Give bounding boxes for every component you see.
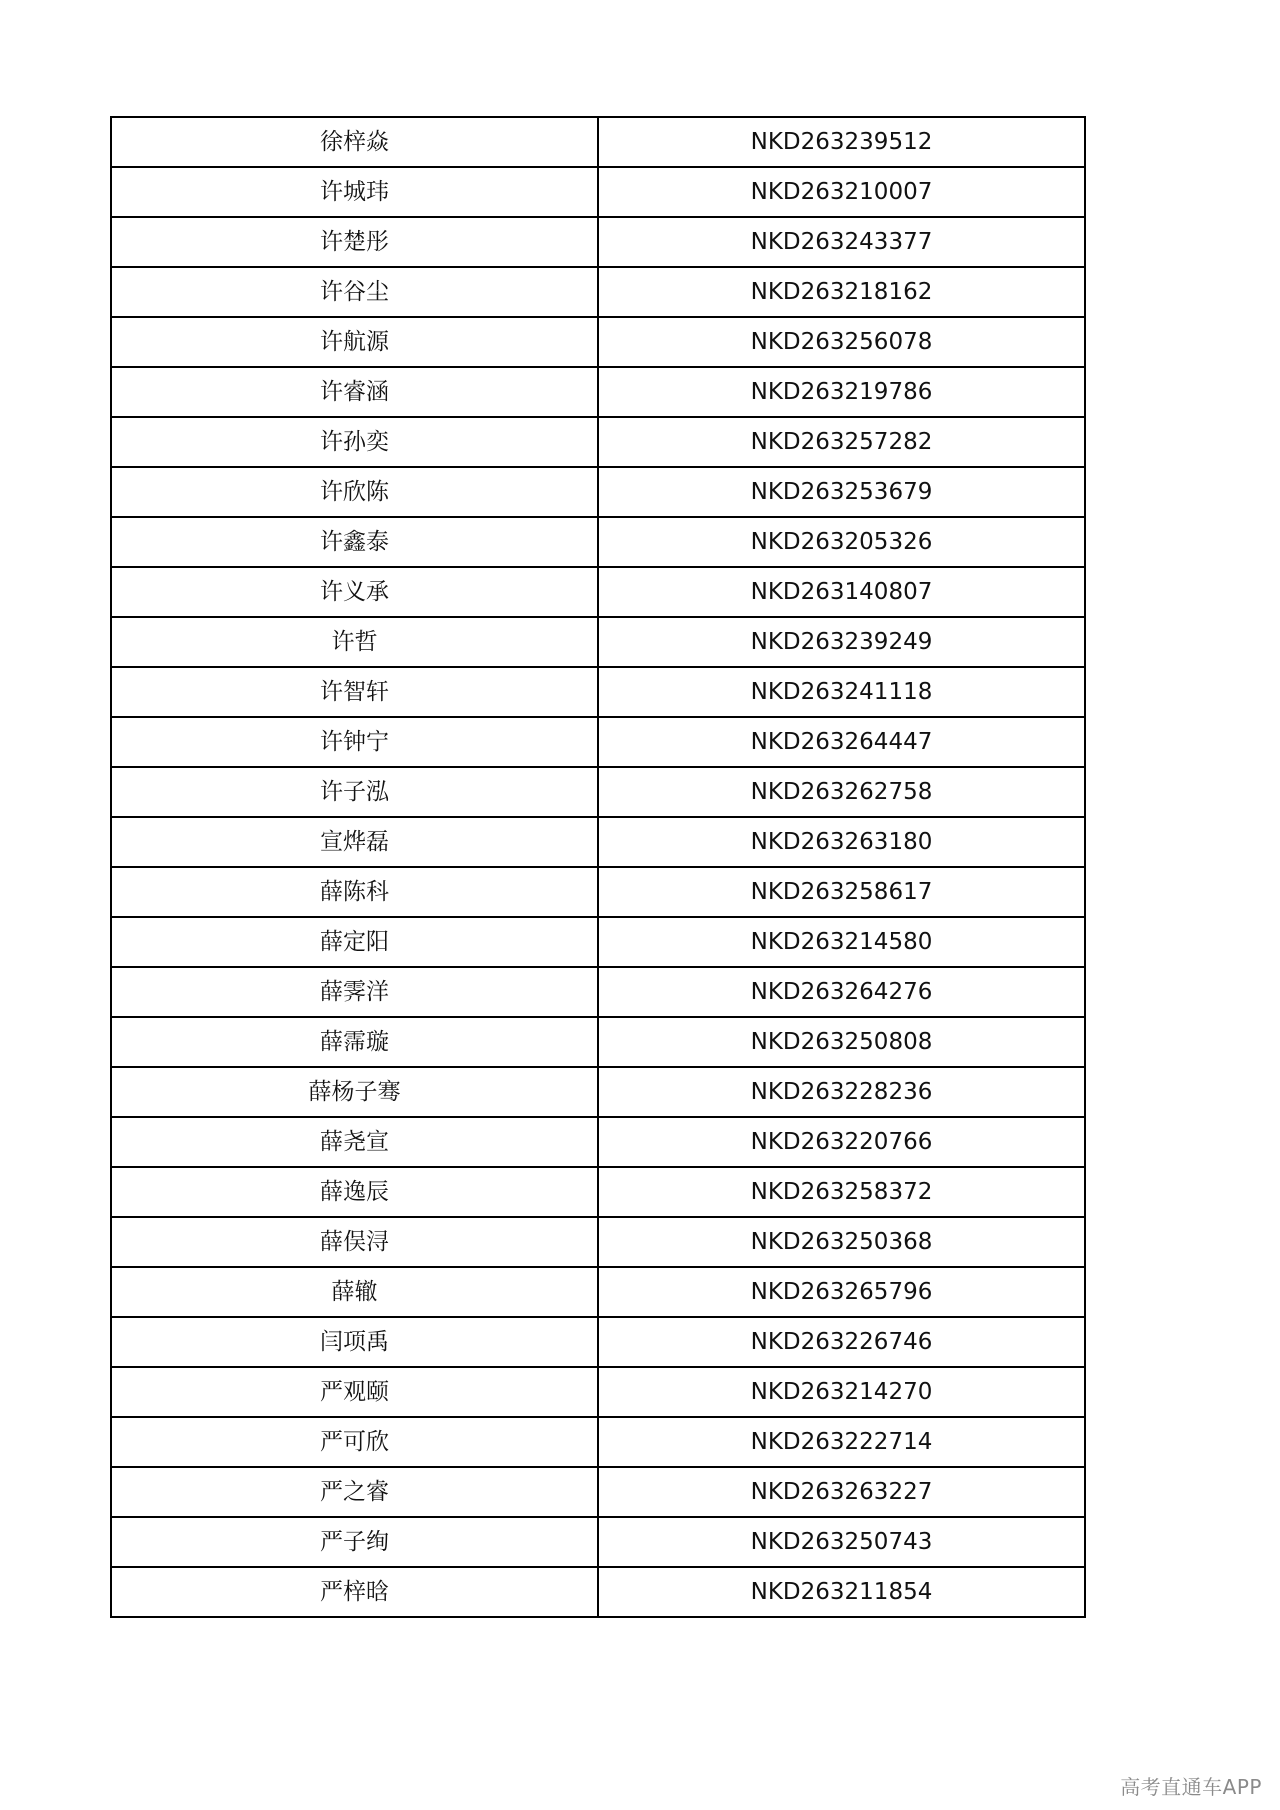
id-cell: NKD263220766 [598, 1117, 1085, 1167]
id-cell: NKD263258372 [598, 1167, 1085, 1217]
name-cell: 严之睿 [111, 1467, 598, 1517]
table-row [111, 467, 1085, 517]
name-cell: 许睿涵 [111, 367, 598, 417]
table-row [111, 717, 1085, 767]
name-cell: 薛辙 [111, 1267, 598, 1317]
id-cell: NKD263262758 [598, 767, 1085, 817]
name-cell: 许鑫泰 [111, 517, 598, 567]
table-row [111, 767, 1085, 817]
table-row [111, 367, 1085, 417]
name-cell: 许楚彤 [111, 217, 598, 267]
id-cell: NKD263214270 [598, 1367, 1085, 1417]
id-cell: NKD263239512 [598, 117, 1085, 167]
name-cell: 闫项禹 [111, 1317, 598, 1367]
table-row [111, 867, 1085, 917]
table-row [111, 417, 1085, 467]
name-cell: 徐梓焱 [111, 117, 598, 167]
table-row [111, 1567, 1085, 1617]
id-cell: NKD263211854 [598, 1567, 1085, 1617]
table-row [111, 1467, 1085, 1517]
table-row [111, 1317, 1085, 1367]
id-cell: NKD263218162 [598, 267, 1085, 317]
table-row [111, 917, 1085, 967]
name-cell: 许钟宁 [111, 717, 598, 767]
id-cell: NKD263226746 [598, 1317, 1085, 1367]
name-cell: 许欣陈 [111, 467, 598, 517]
table-row [111, 1517, 1085, 1567]
name-cell: 薛杨子骞 [111, 1067, 598, 1117]
table-row [111, 567, 1085, 617]
name-cell: 薛尧宣 [111, 1117, 598, 1167]
name-cell: 许子泓 [111, 767, 598, 817]
name-cell: 许谷尘 [111, 267, 598, 317]
id-cell: NKD263263180 [598, 817, 1085, 867]
name-cell: 严可欣 [111, 1417, 598, 1467]
table-row [111, 167, 1085, 217]
id-cell: NKD263263227 [598, 1467, 1085, 1517]
id-cell: NKD263214580 [598, 917, 1085, 967]
name-cell: 薛陈科 [111, 867, 598, 917]
table-row [111, 1267, 1085, 1317]
table-row [111, 1067, 1085, 1117]
id-cell: NKD263258617 [598, 867, 1085, 917]
name-cell: 许智轩 [111, 667, 598, 717]
id-cell: NKD263250743 [598, 1517, 1085, 1567]
id-cell: NKD263253679 [598, 467, 1085, 517]
name-cell: 严梓晗 [111, 1567, 598, 1617]
name-cell: 许城玮 [111, 167, 598, 217]
table-row [111, 1417, 1085, 1467]
name-cell: 许义承 [111, 567, 598, 617]
name-cell: 薛定阳 [111, 917, 598, 967]
name-cell: 许孙奕 [111, 417, 598, 467]
table-row [111, 1217, 1085, 1267]
name-cell: 严观颐 [111, 1367, 598, 1417]
table-row [111, 117, 1085, 167]
table-row [111, 967, 1085, 1017]
id-cell: NKD263250368 [598, 1217, 1085, 1267]
name-cell: 薛霁洋 [111, 967, 598, 1017]
id-cell: NKD263228236 [598, 1067, 1085, 1117]
id-cell: NKD263264447 [598, 717, 1085, 767]
table-row [111, 1117, 1085, 1167]
table-row [111, 1367, 1085, 1417]
table-row [111, 267, 1085, 317]
id-cell: NKD263205326 [598, 517, 1085, 567]
id-cell: NKD263250808 [598, 1017, 1085, 1067]
name-cell: 许哲 [111, 617, 598, 667]
table-row [111, 817, 1085, 867]
id-cell: NKD263222714 [598, 1417, 1085, 1467]
id-cell: NKD263219786 [598, 367, 1085, 417]
id-cell: NKD263140807 [598, 567, 1085, 617]
table-row [111, 217, 1085, 267]
name-cell: 薛霈璇 [111, 1017, 598, 1067]
name-cell: 薛逸辰 [111, 1167, 598, 1217]
table-row [111, 517, 1085, 567]
id-cell: NKD263256078 [598, 317, 1085, 367]
table-row [111, 617, 1085, 667]
name-cell: 宣烨磊 [111, 817, 598, 867]
id-cell: NKD263257282 [598, 417, 1085, 467]
watermark: 高考直通车APP [1120, 1775, 1262, 1799]
name-cell: 严子绚 [111, 1517, 598, 1567]
name-cell: 许航源 [111, 317, 598, 367]
id-cell: NKD263264276 [598, 967, 1085, 1017]
name-cell: 薛俣浔 [111, 1217, 598, 1267]
table-row [111, 1017, 1085, 1067]
table-row [111, 1167, 1085, 1217]
id-cell: NKD263241118 [598, 667, 1085, 717]
id-cell: NKD263243377 [598, 217, 1085, 267]
id-cell: NKD263210007 [598, 167, 1085, 217]
id-cell: NKD263239249 [598, 617, 1085, 667]
id-cell: NKD263265796 [598, 1267, 1085, 1317]
table-row [111, 667, 1085, 717]
roster-table-body [111, 117, 1085, 1617]
roster-table [110, 116, 1086, 1618]
table-row [111, 317, 1085, 367]
